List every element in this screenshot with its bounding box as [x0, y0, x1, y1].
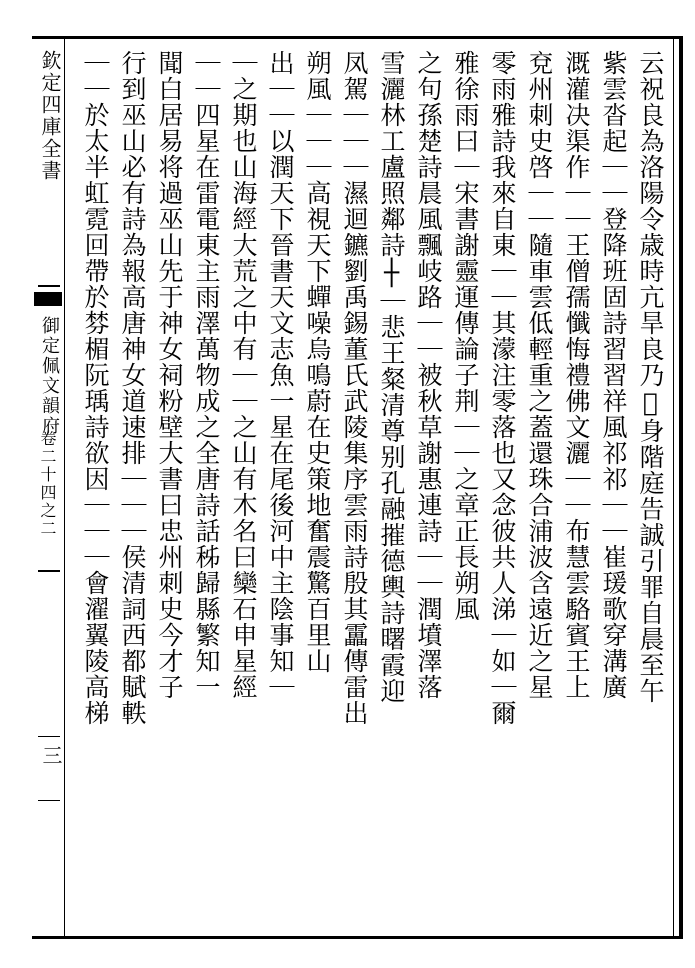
text-column: ｜之期也山海經大荒之中有｜｜之山有木名曰欒石申星經 [229, 50, 258, 700]
frame-bottom-rule [32, 936, 682, 939]
text-column: 零雨雅詩我來自東｜｜其濛注零落也又念彼共人涕｜如｜爾 [488, 50, 517, 726]
frame-right-rule-inner [673, 36, 674, 939]
frame-top-rule [32, 36, 682, 39]
folio-number: 三 [39, 745, 63, 765]
text-column: 聞白居易将過巫山先于神女祠粉壁大書曰忠州刺史今才子 [155, 50, 184, 700]
text-column: 朔風｜｜｜高視天下蟬噪烏鳴蔚在史策地奮震驚百里山 [303, 50, 332, 674]
text-column: 溉灌决渠作｜｜王僧孺懺悔禮佛文灑｜｜布慧雲駱賓王上 [562, 50, 591, 700]
text-column: 行到巫山必有詩為報高唐神女道速排｜｜｜侯清詞西都賦軼 [118, 50, 147, 726]
text-column: 紫雲沓起｜｜登降班固詩習習祥風祁祁｜｜崔瑗歌穿溝廣 [599, 50, 628, 700]
text-column: 出｜｜以潤天下晉書天文志魚一星在尾後河中主陰事知｜ [266, 50, 295, 700]
margin-short-rule-3 [38, 736, 60, 737]
text-column: ｜｜四星在雷電東主雨澤萬物成之全唐詩話秭歸縣繁知一 [192, 50, 221, 700]
margin-short-rule-2 [38, 570, 60, 572]
text-column: 云祝良為洛陽令歳時亢旱良乃𣊓身階庭告誠引罪自晨至午 [636, 50, 665, 704]
volume-label: 卷二十四之二 [38, 430, 57, 538]
text-column: 雪灑林工盧照鄰詩┼｜悲王粲清尊别孔融摧德輿詩曙霞迎 [377, 50, 406, 704]
text-column: ｜｜於太半虹霓回帶於棼楣阮瑀詩欲因｜｜｜會濯翼陵高梯 [81, 50, 110, 726]
book-title: 御定佩文韻府 [39, 316, 60, 436]
text-column: 之句孫楚詩晨風飄岐路｜｜被秋草謝惠連詩｜｜潤墳澤落 [414, 50, 443, 700]
fish-tail-mark [34, 292, 62, 306]
margin-short-rule-1 [38, 285, 60, 287]
collection-title: 欽定四庫全書 [38, 50, 62, 182]
text-column: 兗州刺史啓｜｜隨車雲低輕重之蓋還珠合浦波含遠近之星 [525, 50, 554, 700]
text-column: 雅徐雨曰｜宋書謝靈運傳論子荆｜｜之章正長朔風 [451, 50, 480, 622]
frame-right-rule-outer [679, 36, 683, 939]
text-column: 凤駕｜｜｜濕迴鑣劉禹錫董氏武陵集序雲雨詩殷其靁傳雷出 [340, 50, 369, 726]
margin-short-rule-4 [38, 800, 60, 801]
